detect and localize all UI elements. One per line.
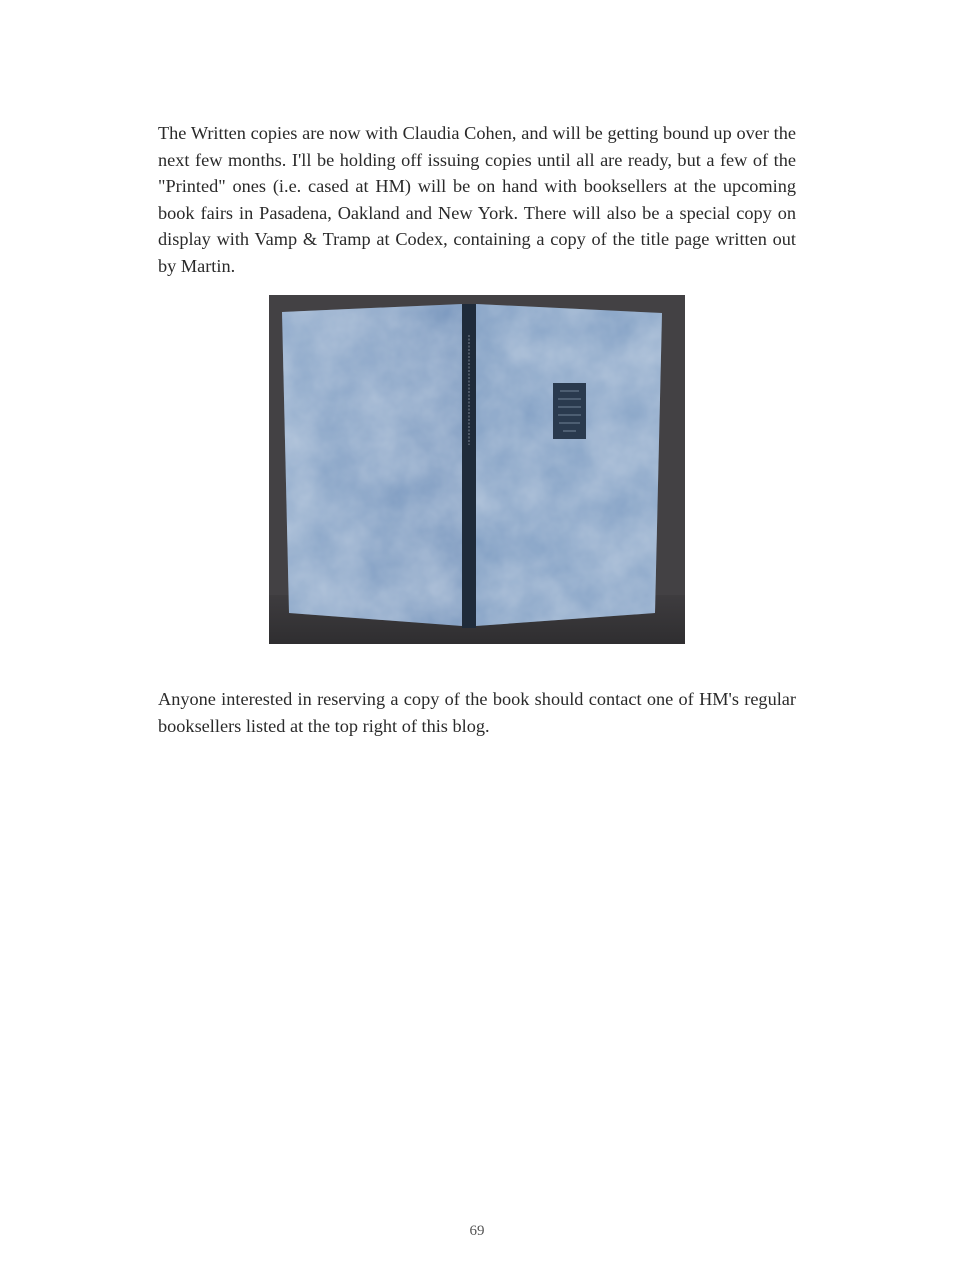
book-right-cover — [476, 304, 662, 626]
body-paragraph-1: The Written copies are now with Claudia Cohen, and will be getting bound up over the next few months. I'll be holding off issuing copies until all are ready, but a few of the "Printed" ones (i.e. cased at HM) will be on hand with booksellers at the upcoming book fairs in Pasadena, Oakland and New York. There will also be a special copy on display with Vamp & Tramp at Codex, containing a copy of the title page written out by Martin. — [158, 123, 796, 276]
body-paragraph-2: Anyone interested in reserving a copy of the book should contact one of HM's regular booksellers listed at the top right of this blog. — [158, 689, 796, 736]
page-number: 69 — [469, 1223, 485, 1239]
book-left-cover — [282, 304, 462, 626]
book-spine — [462, 304, 476, 628]
cover-title-label — [553, 383, 586, 439]
book-photograph — [269, 295, 685, 644]
